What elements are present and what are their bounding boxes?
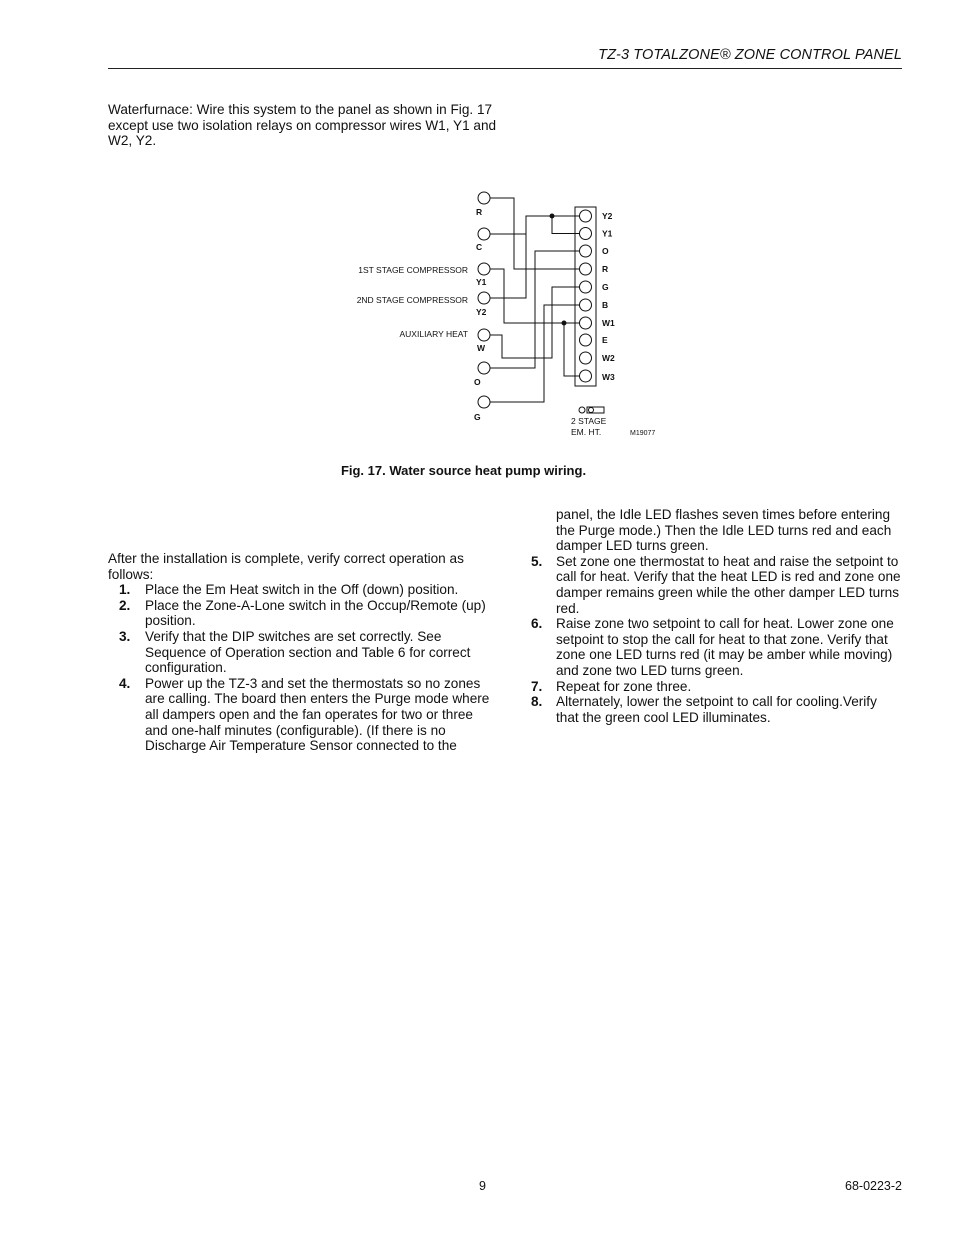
- strip-terminal-o: [580, 245, 592, 257]
- strip-label-r: R: [602, 264, 609, 274]
- step-text: Place the Em Heat switch in the Off (down) position.: [145, 582, 459, 598]
- step-number: 8.: [531, 694, 543, 710]
- intro-paragraph: Waterfurnace: Wire this system to the panel as shown in Fig. 17 except use two isolation relays on compressor wires W1, Y1 and W2, Y2.: [108, 102, 497, 149]
- wiring-diagram-svg: [330, 180, 690, 450]
- step-number: 7.: [531, 678, 543, 694]
- checkout-intro: After the installation is complete, verify correct operation as follows:: [108, 551, 464, 582]
- step-number: 5.: [531, 553, 543, 569]
- strip-label-w1: W1: [602, 318, 615, 328]
- junction-dot-w1: [562, 321, 567, 326]
- wiring-diagram: [330, 180, 690, 450]
- switch-label-line1: 2 STAGE: [571, 416, 607, 426]
- strip-label-e: E: [602, 335, 608, 345]
- strip-terminal-w1: [580, 317, 592, 329]
- left-terminal-g: [478, 396, 490, 408]
- step-item: [108, 582, 492, 598]
- step-item: [531, 616, 903, 678]
- left-terminal-y1: [478, 263, 490, 275]
- strip-label-y2: Y2: [602, 211, 613, 221]
- left-terminal-o: [478, 362, 490, 374]
- step-item: [108, 676, 492, 754]
- switch-knob: [589, 408, 594, 413]
- desc-1st-stage: 1ST STAGE COMPRESSOR: [358, 265, 468, 275]
- strip-terminal-g: [580, 281, 592, 293]
- step-item: [108, 598, 492, 629]
- strip-label-b: B: [602, 300, 609, 310]
- strip-label-w3: W3: [602, 372, 615, 382]
- step-text: Set zone one thermostat to heat and raise the setpoint to call for heat. Verify that the heat LED is red and zone one damper remains green while the other damper LED turns red.: [556, 553, 901, 616]
- desc-2nd-stage: 2ND STAGE COMPRESSOR: [356, 295, 468, 305]
- right-column: [531, 507, 903, 725]
- step-item: [531, 679, 903, 695]
- step-text: Verify that the DIP switches are set correctly. See Sequence of Operation section and Table 6 for correct configuration.: [145, 628, 471, 676]
- step-text: Place the Zone-A-Lone switch in the Occup/Remote (up) position.: [145, 597, 486, 629]
- left-label-g: G: [474, 412, 481, 422]
- desc-aux-heat: AUXILIARY HEAT: [399, 329, 468, 339]
- left-label-o: O: [474, 377, 481, 387]
- switch-label-line2: EM. HT.: [571, 427, 602, 437]
- strip-terminal-y2: [580, 210, 592, 222]
- step-item: [531, 554, 903, 616]
- page-number: 9: [479, 1179, 486, 1193]
- step-number: 4.: [119, 675, 131, 691]
- left-label-c: C: [476, 242, 483, 252]
- strip-terminal-e: [580, 334, 592, 346]
- step-text: Alternately, lower the setpoint to call for cooling.Verify that the green cool LED illuminates.: [556, 694, 877, 725]
- wire-w2: [564, 323, 580, 376]
- strip-terminal-y1: [580, 228, 592, 240]
- header-rule: [108, 68, 902, 69]
- left-label-y2: Y2: [476, 307, 487, 317]
- checkout-steps-left: [108, 582, 492, 754]
- wire-y2-jumper: [526, 216, 580, 269]
- left-terminal-c: [478, 228, 490, 240]
- strip-label-g: G: [602, 282, 609, 292]
- left-label-y1: Y1: [476, 277, 487, 287]
- left-terminal-w: [478, 329, 490, 341]
- step-number: 6.: [531, 616, 543, 632]
- document-number: 68-0223-2: [845, 1179, 902, 1193]
- left-terminal-r: [478, 192, 490, 204]
- strip-terminal-b: [580, 299, 592, 311]
- figure-caption: Fig. 17. Water source heat pump wiring.: [340, 463, 587, 478]
- switch-circle: [579, 407, 585, 413]
- strip-terminal-w3: [580, 370, 592, 382]
- step-item: [531, 694, 903, 725]
- left-terminal-y2: [478, 292, 490, 304]
- figure-code: M19077: [630, 430, 656, 437]
- checkout-steps-right: [531, 554, 903, 726]
- step-4-continuation: panel, the Idle LED flashes seven times before entering the Purge mode.) Then the Idle LED turns red and each damper LED turns green.: [556, 507, 892, 554]
- strip-label-w2: W2: [602, 353, 615, 363]
- step-number: 2.: [119, 597, 131, 613]
- step-text: Power up the TZ-3 and set the thermostats so no zones are calling. The board then enters the Purge mode where all dampers open and the fan operates for two or three and one-half minutes (configurable). (If there is no Discharge Air Temperature Sensor connected to the: [145, 675, 490, 754]
- strip-terminal-r: [580, 263, 592, 275]
- header-title: TZ-3 TOTALZONE® ZONE CONTROL PANEL: [598, 47, 902, 63]
- step-text: Repeat for zone three.: [556, 678, 692, 694]
- left-column: [108, 551, 492, 754]
- step-text: Raise zone two setpoint to call for heat. Lower zone one setpoint to stop the call for heat to that zone. Verify that zone one LED turns red (it may be amber while moving) and zone two LED turns green.: [556, 616, 894, 678]
- strip-terminal-w2: [580, 352, 592, 364]
- left-label-r: R: [476, 207, 483, 217]
- step-number: 1.: [119, 582, 131, 598]
- wire-c: [490, 234, 526, 298]
- step-number: 3.: [119, 628, 131, 644]
- strip-label-o: O: [602, 246, 609, 256]
- step-item: [108, 629, 492, 676]
- strip-label-y1: Y1: [602, 228, 613, 239]
- left-label-w: W: [477, 343, 486, 353]
- junction-dot-top: [550, 214, 555, 219]
